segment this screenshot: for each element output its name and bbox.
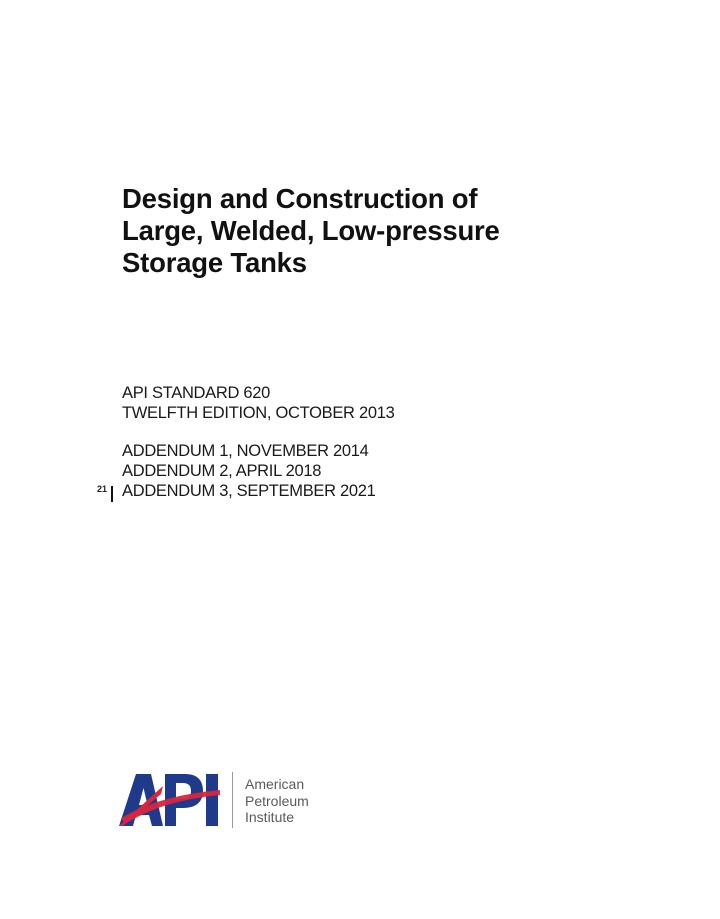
edition-block bbox=[122, 383, 394, 423]
logo-line-3: Institute bbox=[245, 809, 295, 825]
addendum-item-2: ADDENDUM 2, APRIL 2018 bbox=[122, 462, 322, 480]
edition-date: TWELFTH EDITION, OCTOBER 2013 bbox=[122, 404, 395, 422]
logo-line-2: Petroleum bbox=[245, 792, 309, 809]
revision-marker bbox=[97, 484, 117, 502]
title-line-1: Design and Construction of bbox=[122, 183, 478, 214]
revision-bar bbox=[111, 486, 113, 502]
title-line-2: Large, Welded, Low-pressure bbox=[122, 215, 500, 246]
addendum-item-1: ADDENDUM 1, NOVEMBER 2014 bbox=[122, 442, 369, 460]
addendum-item-3: ADDENDUM 3, SEPTEMBER 2021 bbox=[122, 482, 376, 500]
standard-number: API STANDARD 620 bbox=[122, 384, 271, 402]
api-logo-letters: API bbox=[119, 772, 121, 773]
api-logo-wordmark bbox=[245, 776, 309, 826]
api-logo-mark bbox=[119, 772, 221, 828]
api-logo bbox=[119, 772, 359, 832]
document-title bbox=[122, 183, 500, 279]
logo-divider bbox=[232, 772, 233, 828]
addenda-list bbox=[122, 441, 376, 501]
revision-marker-number: 21 bbox=[97, 484, 108, 494]
title-line-3: Storage Tanks bbox=[122, 247, 307, 278]
logo-line-1: American bbox=[245, 776, 305, 792]
